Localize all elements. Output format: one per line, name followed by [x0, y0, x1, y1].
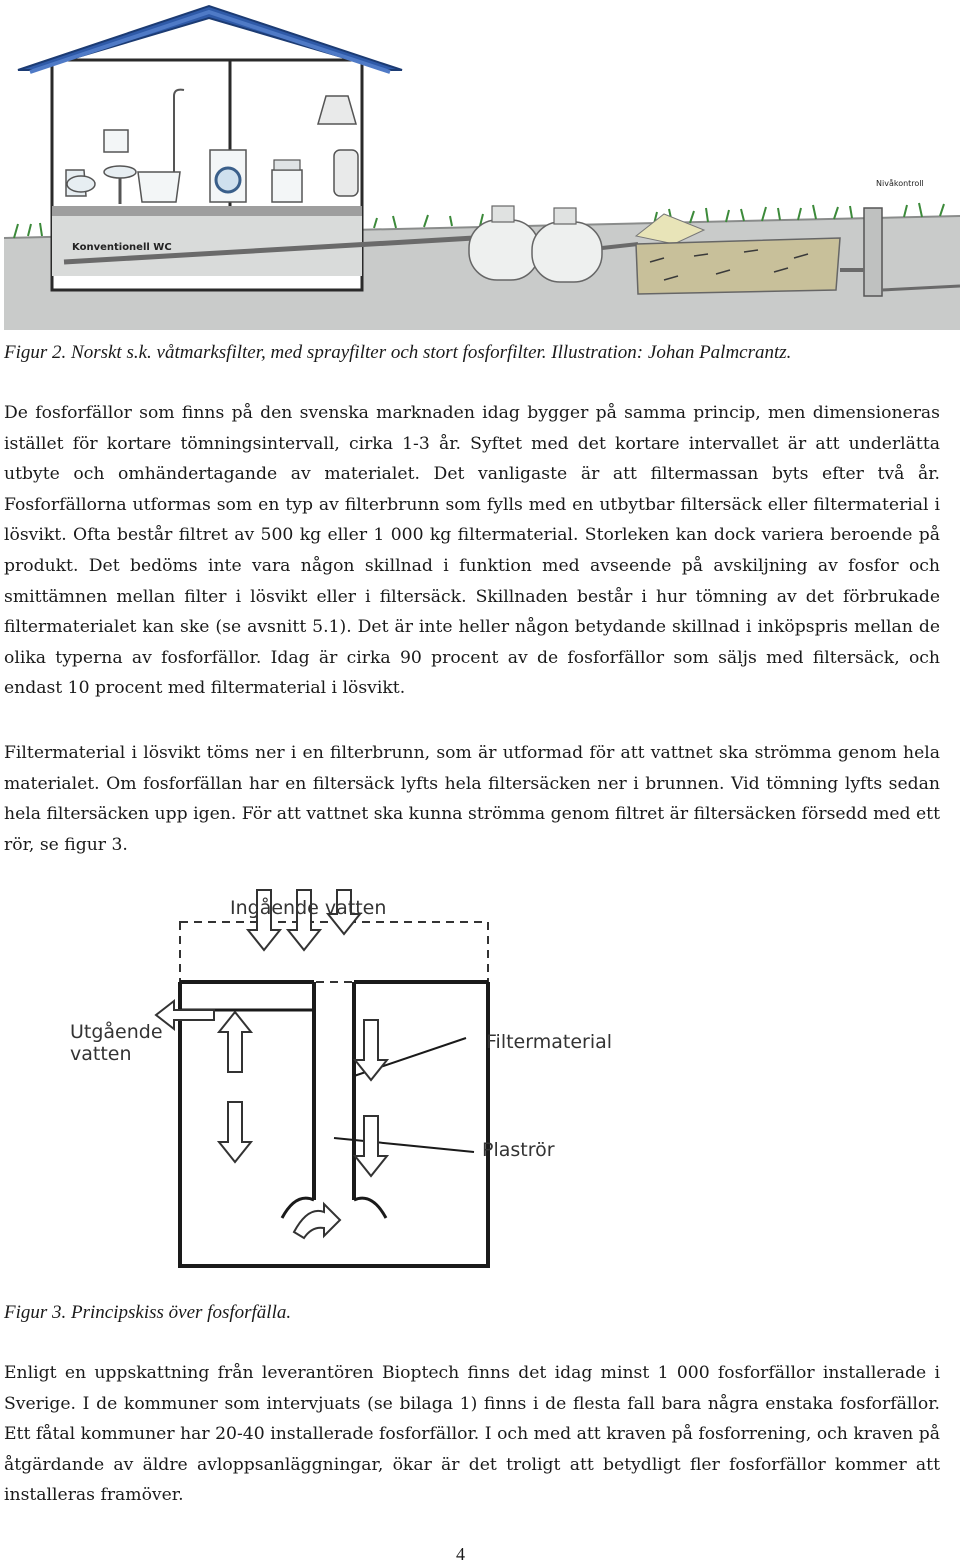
level-control-label: Nivåkontroll — [876, 179, 924, 188]
figure-2-caption: Figur 2. Norskt s.k. våtmarksfilter, med sprayfilter och stort fosforfilter. Illustration: Johan Palmcrantz. — [4, 342, 792, 363]
figure-3-caption: Figur 3. Principskiss över fosforfälla. — [4, 1302, 292, 1323]
paragraph-2: Filtermaterial i lösvikt töms ner i en filterbrunn, som är utformad för att vattnet ska strömma genom hela materialet. Om fosforfällan har en filtersäck lyfts hela filtersäcken ner i brunnen. Vid tömning lyfts sedan hela filtersäcken upp igen. För att vattnet ska kunna strömma genom filtret är filtersäcken försedd med ett rör, se figur 3. — [4, 743, 940, 855]
wetland-filter-illustration — [4, 0, 960, 330]
outflow-label-line2: vatten — [70, 1043, 132, 1065]
filter-material-label: Filtermaterial — [486, 1031, 613, 1053]
page-number: 4 — [456, 1544, 465, 1564]
paragraph-1: De fosforfällor som finns på den svenska marknaden idag bygger på samma princip, men dimensioneras istället för kortare tömningsintervall, cirka 1-3 år. Syftet med det kortare intervallet är att underlätta utbyte och omhändertagande av materialet. Det vanligaste är att filtermassan byts efter två år. Fosforfällorna utformas som en typ av filterbrunn som fylls med en utbytbar filtersäck eller filtermaterial i lösvikt. Ofta består filtret av 500 kg eller 1 000 kg filtermaterial. Storleken kan dock variera beroende på produkt. Det bedöms inte vara någon skillnad i funktion med avseende på avskiljning av fosfor och smittämnen mellan filter i lösvikt eller i filtersäck. Skillnaden består i hur tömning av det förbrukade filtermaterialet kan ske (se avsnitt 5.1). Det är inte heller någon betydande skillnad i inköpspris mellan de olika typerna av fosforfällor. Idag är cirka 90 procent av de fosforfällor som säljs med filtersäck, och endast 10 procent med filtermaterial i lösvikt. — [4, 403, 940, 699]
inflow-label: Ingående vatten — [230, 897, 387, 919]
plastic-pipe-label: Plaströr — [482, 1139, 555, 1161]
wc-label: Konventionell WC — [72, 242, 172, 253]
paragraph-3: Enligt en uppskattning från leverantören Bioptech finns det idag minst 1 000 fosforfällor installerade i Sverige. I de kommuner som intervjuats (se bilaga 1) finns i de flesta fall bara några enstaka fosforfällor. Ett fåtal kommuner har 20-40 installerade fosforfällor. I och med att kraven på fosforrening, och kraven på åtgärdande av äldre avloppsanläggningar, ökar är det troligt att betydligt fler fosforfällor kommer att installeras framöver. — [4, 1363, 940, 1506]
phosphorus-trap-diagram — [34, 886, 676, 1286]
outflow-label-line1: Utgående — [70, 1021, 163, 1043]
